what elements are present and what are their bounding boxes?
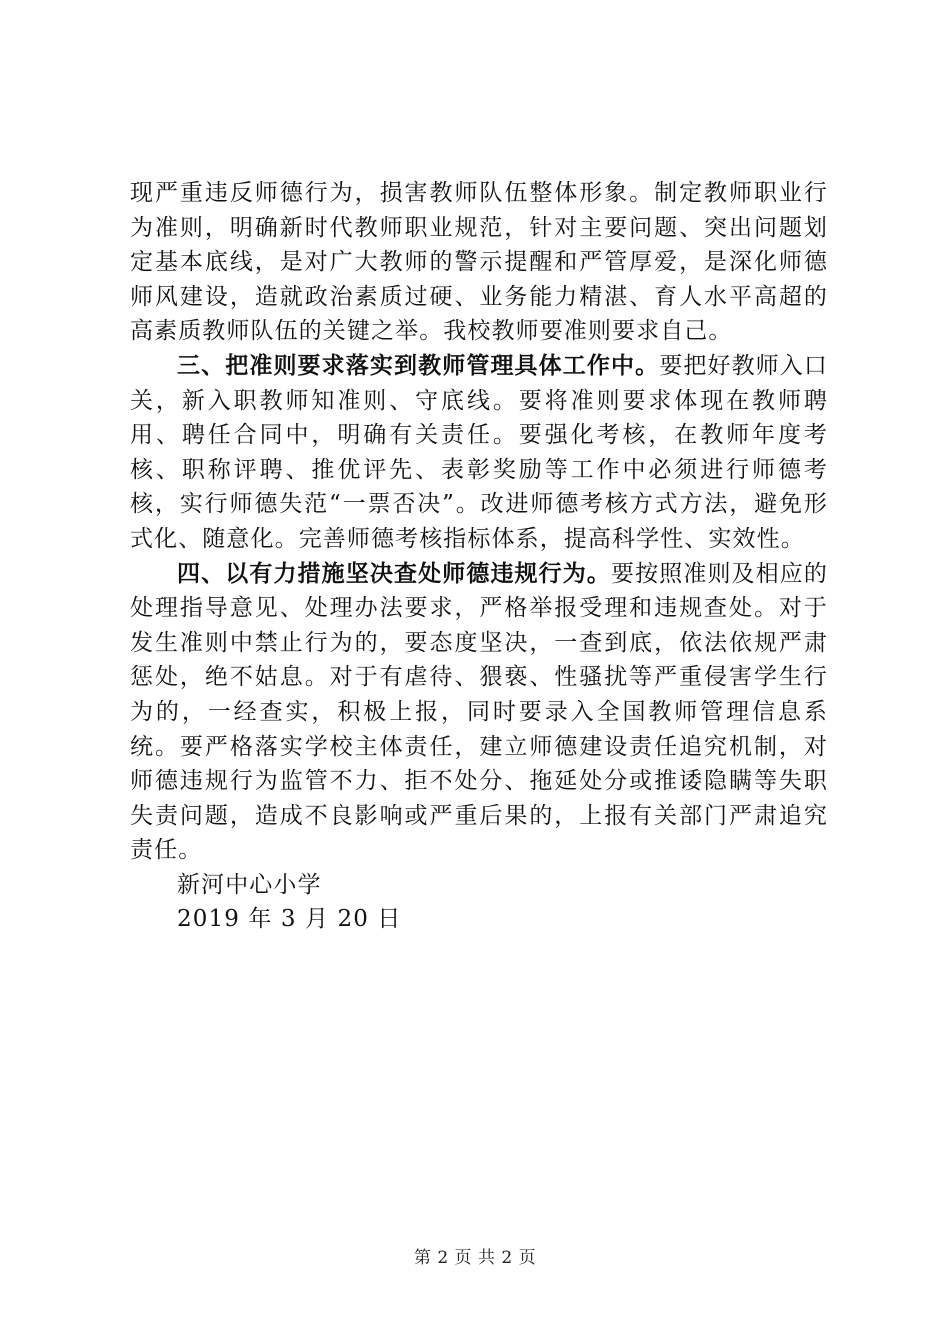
signature-organization: 新河中心小学 [177,871,322,898]
paragraph-1-text: 现严重违反师德行为，损害教师队伍整体形象。制定教师职业行为准则，明确新时代教师职业规范，针对主要问题、突出问题划定基本底线，是对广大教师的警示提醒和严管厚爱，是深化师德师风建设，造就政治素质过硬、业务能力精湛、育人水平高超的高素质教师队伍的关键之举。我校教师要准则要求自己。 [130,180,828,345]
paragraph-1 [130,176,828,349]
signature-date: 2019 年 3 月 20 日 [177,906,402,933]
section-three-heading: 三、把准则要求落实到教师管理具体工作中。 [177,351,660,379]
paragraph-3-text: 要按照准则及相应的处理指导意见、处理办法要求，严格举报受理和违规查处。对于发生准则中禁止行为的，要态度坚决，一查到底，依法依规严肃惩处，绝不姑息。对于有虐待、猥亵、性骚扰等严重侵害学生行为的，一经查实，积极上报，同时要录入全国教师管理信息系统。要严格落实学校主体责任，建立师德建设责任追究机制，对师德违规行为监管不力、拒不处分、拖延处分或推诿隐瞒等失职失责问题，造成不良影响或严重后果的，上报有关部门严肃追究责任。 [130,560,828,864]
document-body [130,176,828,937]
paragraph-3 [130,557,828,868]
section-four-heading: 四、以有力措施坚决查处师德违规行为。 [177,559,611,587]
paragraph-2 [130,349,828,557]
paragraph-2-text: 要把好教师入口关，新入职教师知准则、守底线。要将准则要求体现在教师聘用、聘任合同中，明确有关责任。要强化考核，在教师年度考核、职称评聘、推优评先、表彰奖励等工作中必须进行师德考核，实行师德失范“一票否决”。改进师德考核方式方法，避免形式化、随意化。完善师德考核指标体系，提高科学性、实效性。 [130,352,829,552]
page-footer: 第 2 页 共 2 页 [413,1248,537,1268]
